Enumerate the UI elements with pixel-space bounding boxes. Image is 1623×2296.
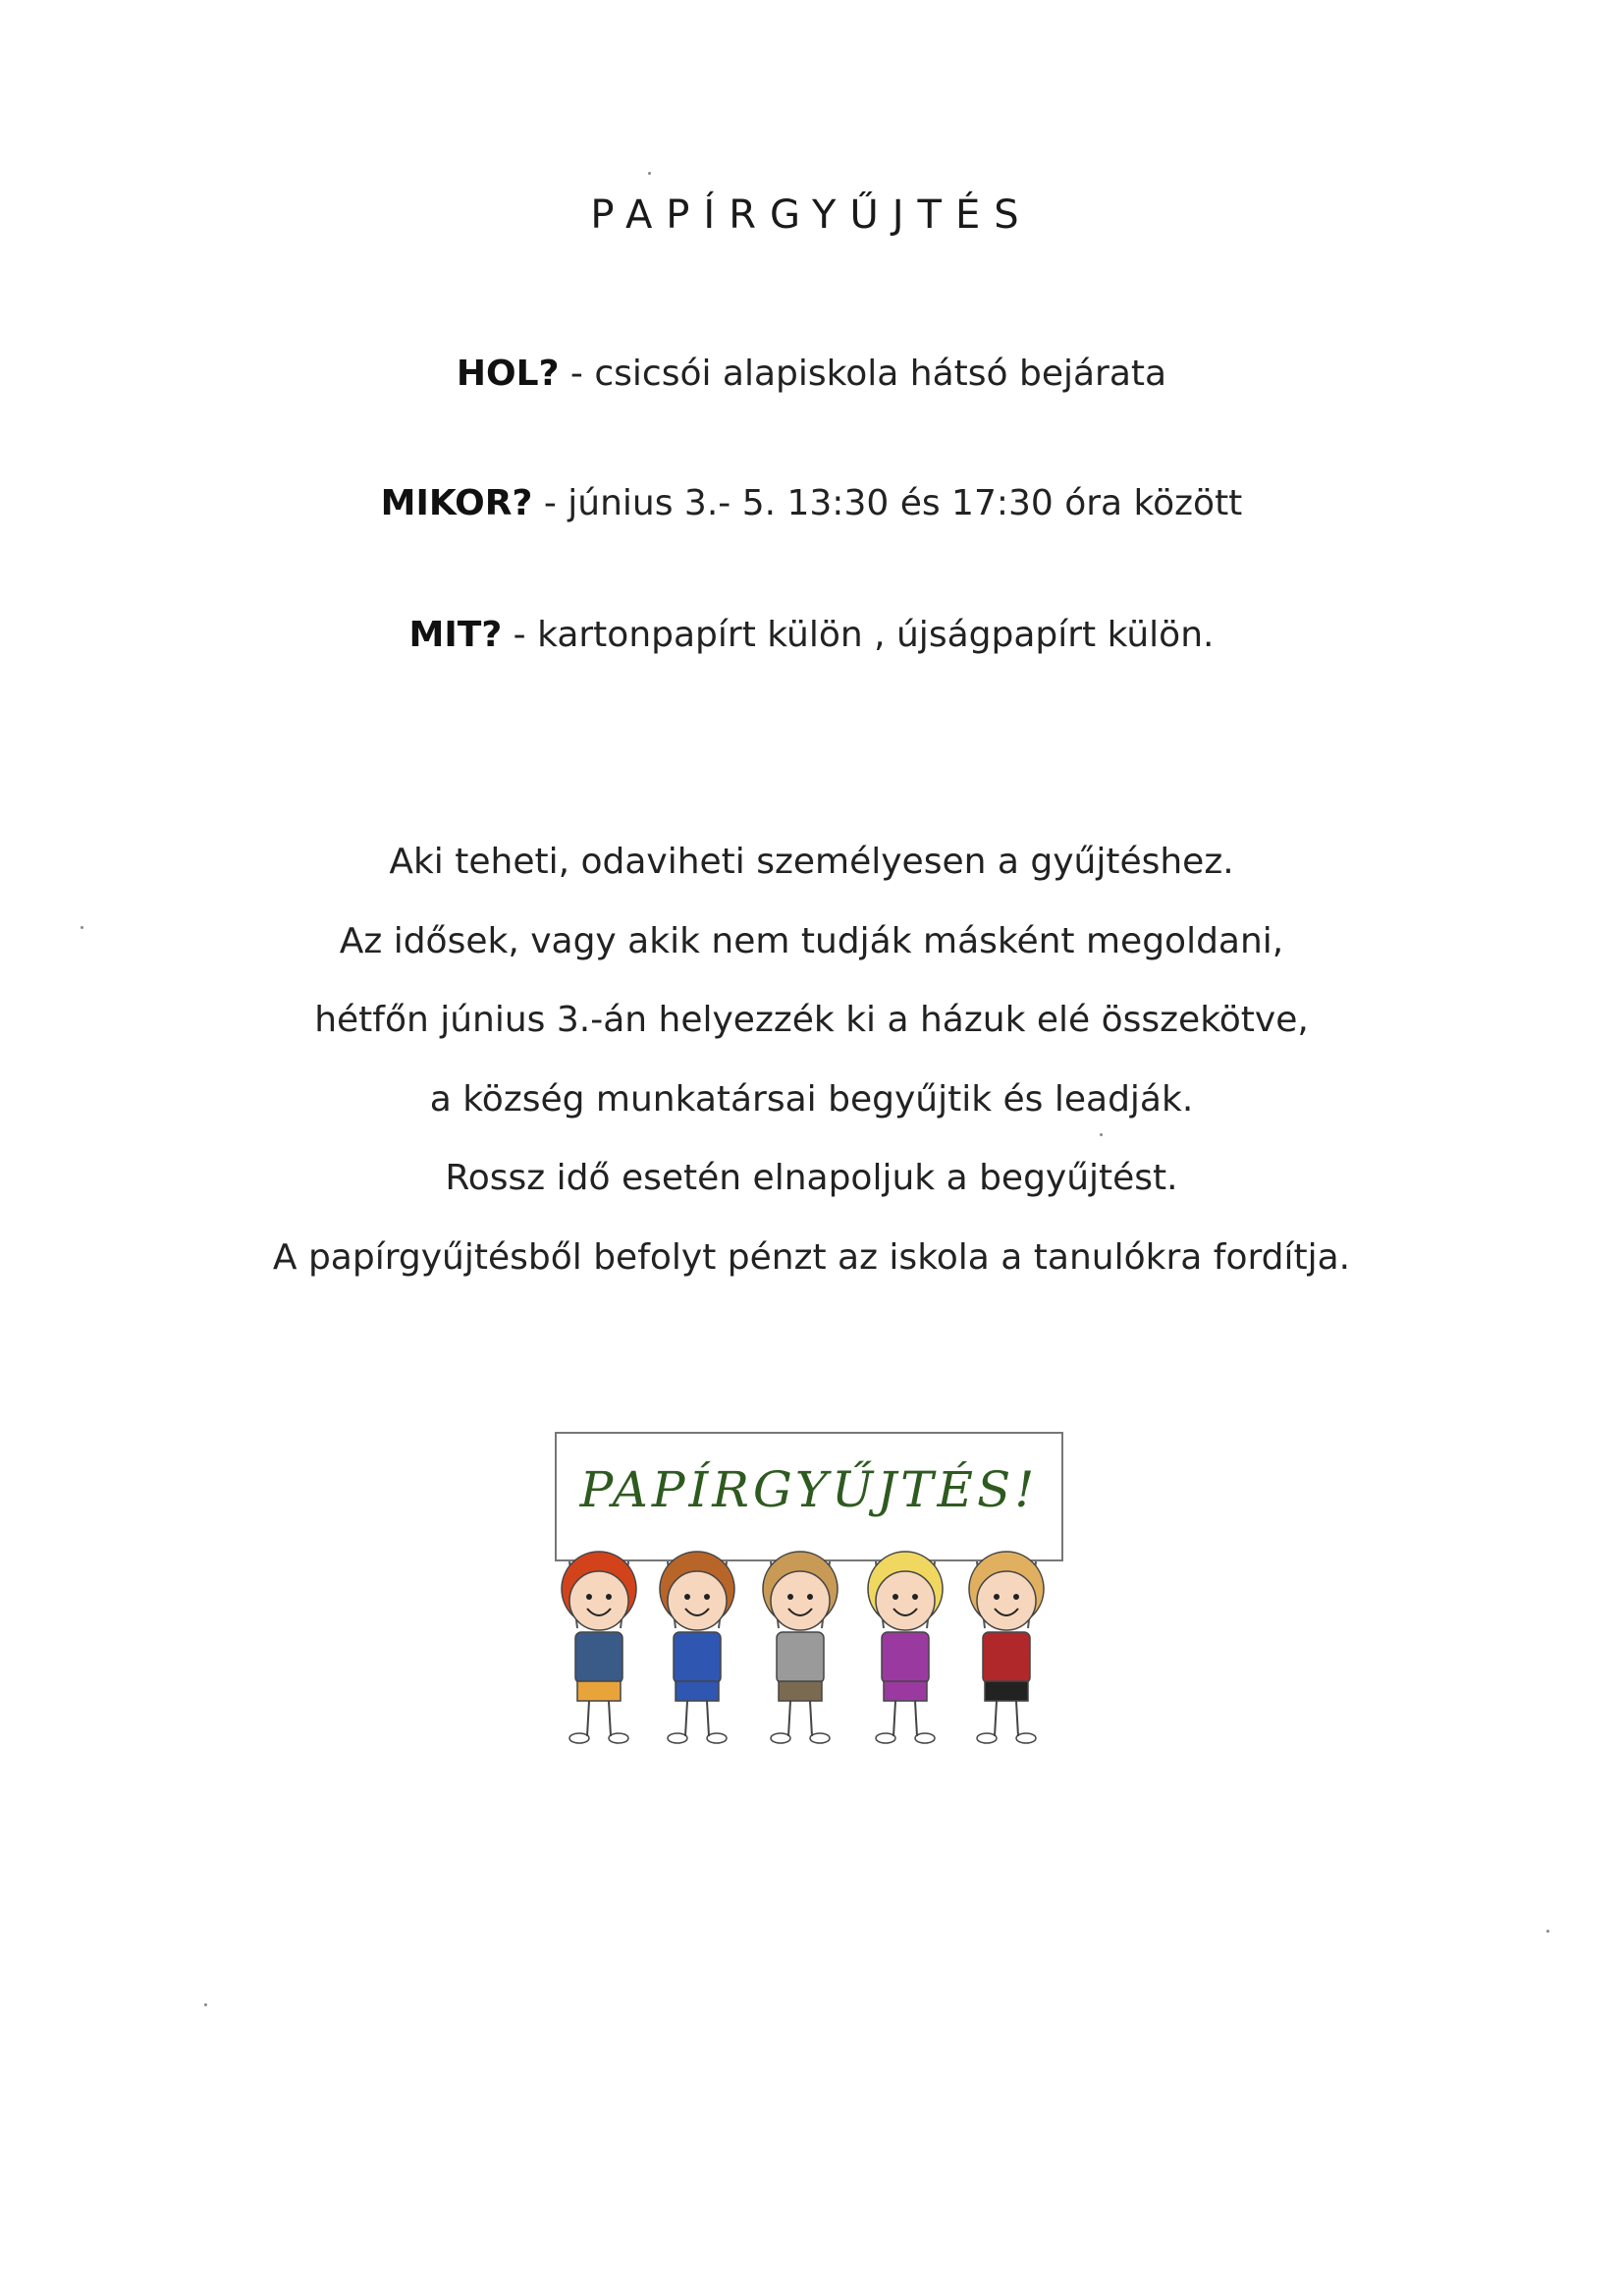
child-leg	[707, 1701, 709, 1736]
child-leg	[810, 1701, 812, 1736]
document-title: PAPÍRGYŰJTÉS	[590, 192, 1033, 238]
paragraph-line: a község munkatársai begyűjtik és leadják.	[429, 1078, 1194, 1120]
info-question-what: MIT?	[408, 615, 503, 655]
child-pants	[577, 1681, 621, 1701]
child-foot	[1016, 1733, 1036, 1743]
paragraph-line: A papírgyűjtésből befolyt pénzt az iskola a tanulókra fordítja.	[272, 1236, 1351, 1278]
children-holding-sign	[555, 1432, 1075, 1766]
child-eye	[807, 1594, 813, 1600]
child-foot	[569, 1733, 589, 1743]
child-face	[977, 1571, 1036, 1630]
paragraph-line: hétfőn június 3.-án helyezzék ki a házuk elé összekötve,	[314, 1000, 1309, 1040]
child-pants	[985, 1681, 1028, 1701]
child-eye	[684, 1594, 690, 1600]
child-eye	[586, 1594, 592, 1600]
child-shirt	[777, 1632, 824, 1683]
scan-speck	[81, 926, 83, 929]
child-pants	[884, 1681, 927, 1701]
child-figure	[969, 1552, 1044, 1743]
child-leg	[893, 1701, 895, 1736]
child-foot	[876, 1733, 895, 1743]
child-leg	[609, 1701, 611, 1736]
child-figure	[562, 1552, 636, 1743]
info-answer-where: - csicsói alapiskola hátsó bejárata	[569, 354, 1167, 394]
child-shirt	[983, 1632, 1030, 1683]
child-pants	[676, 1681, 719, 1701]
child-foot	[810, 1733, 830, 1743]
info-answer-what: - kartonpapírt külön , újságpapírt külön.	[513, 615, 1215, 655]
info-line-what	[0, 615, 1623, 655]
child-shirt	[674, 1632, 721, 1683]
child-face	[668, 1571, 727, 1630]
info-question-where: HOL?	[456, 354, 560, 394]
info-answer-when: - június 3.- 5. 13:30 és 17:30 óra között	[543, 483, 1243, 523]
child-face	[876, 1571, 935, 1630]
sign-text: PAPÍRGYŰJTÉS!	[579, 1461, 1039, 1518]
scan-speck	[1100, 1133, 1103, 1136]
child-eye	[994, 1594, 1000, 1600]
child-eye	[912, 1594, 918, 1600]
child-figure	[763, 1552, 838, 1743]
scan-speck	[204, 2003, 207, 2006]
paragraph-line: Rossz idő esetén elnapoljuk a begyűjtést.	[445, 1158, 1178, 1198]
child-pants	[779, 1681, 822, 1701]
child-foot	[707, 1733, 727, 1743]
child-leg	[685, 1701, 687, 1736]
child-foot	[609, 1733, 628, 1743]
child-foot	[668, 1733, 687, 1743]
child-foot	[771, 1733, 790, 1743]
child-leg	[788, 1701, 790, 1736]
scan-speck	[648, 172, 651, 175]
body-paragraph	[0, 823, 1623, 1297]
child-eye	[606, 1594, 612, 1600]
child-leg	[587, 1701, 589, 1736]
scan-speck	[1546, 1930, 1549, 1933]
child-foot	[915, 1733, 935, 1743]
info-line-when	[0, 483, 1623, 523]
child-figure	[660, 1552, 734, 1743]
paper-collection-illustration	[555, 1432, 1075, 1766]
info-question-when: MIKOR?	[380, 483, 533, 523]
paragraph-line: Aki teheti, odaviheti személyesen a gyűjtéshez.	[389, 842, 1234, 882]
child-leg	[915, 1701, 917, 1736]
child-leg	[995, 1701, 997, 1736]
child-figure	[868, 1552, 943, 1743]
child-face	[569, 1571, 628, 1630]
child-shirt	[882, 1632, 929, 1683]
child-eye	[1013, 1594, 1019, 1600]
info-line-where	[0, 354, 1623, 394]
child-shirt	[575, 1632, 622, 1683]
child-leg	[1016, 1701, 1018, 1736]
child-eye	[893, 1594, 898, 1600]
child-foot	[977, 1733, 997, 1743]
paragraph-line: Az idősek, vagy akik nem tudják másként megoldani,	[339, 920, 1284, 961]
child-eye	[704, 1594, 710, 1600]
child-face	[771, 1571, 830, 1630]
child-eye	[787, 1594, 793, 1600]
